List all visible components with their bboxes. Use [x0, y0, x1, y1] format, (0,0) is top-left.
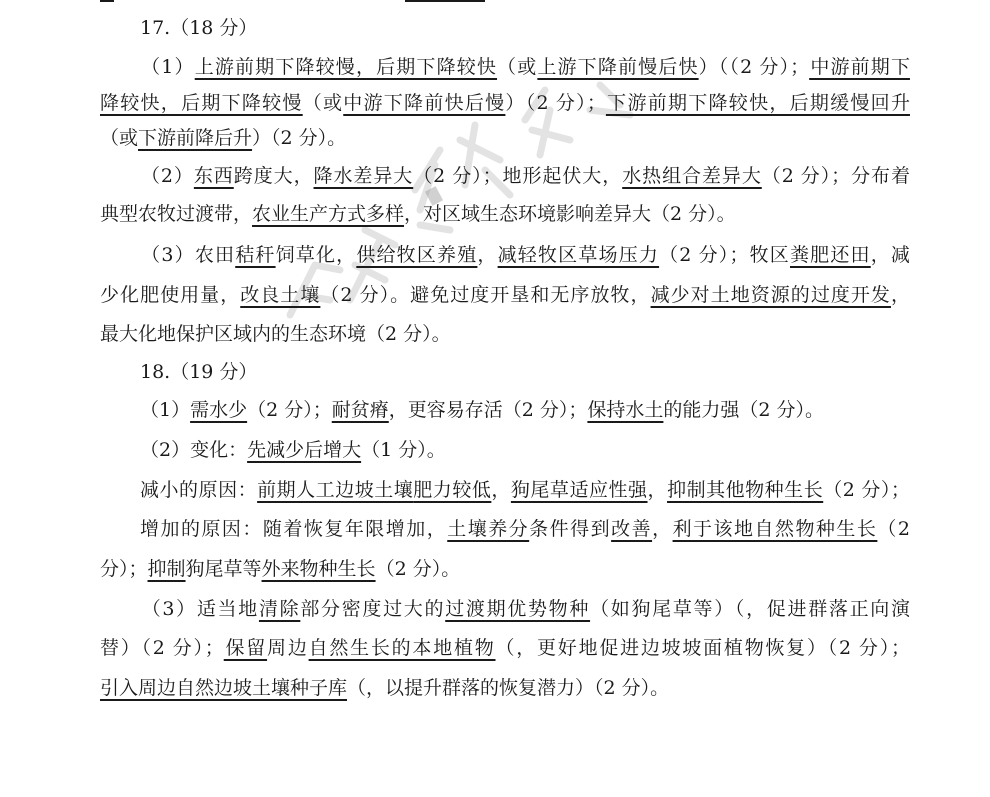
q17-part1-line3: （或下游前降后升）（2 分）。	[100, 127, 347, 149]
q18-part2-line4: 分）；抑制狗尾草等外来物种生长（2 分）。	[100, 558, 461, 580]
top-rule-fragment-left	[100, 0, 114, 2]
q18-part3-line1: （3）适当地清除部分密度过大的过渡期优势物种（如狗尾草等）（，促进群落正向演	[140, 598, 910, 620]
q17-part3-line3: 最大化地保护区域内的生态环境（2 分）。	[100, 323, 451, 345]
q17-heading: 17.（18 分）	[140, 17, 258, 39]
q18-part3-line2: 替）（2 分）；保留周边自然生长的本地植物（，更好地促进边坡坡面植物恢复）（2 分）；	[100, 637, 910, 659]
q17-part1-line1: （1）上游前期下降较慢，后期下降较快（或上游下降前慢后快）（（2 分）；中游前期下	[140, 56, 910, 78]
q18-part2-line1: （2）变化：先减少后增大（1 分）。	[140, 439, 446, 461]
q17-part3-line1: （3）农田秸秆饲草化，供给牧区养殖，减轻牧区草场压力（2 分）；牧区粪肥还田，减	[140, 244, 910, 266]
q18-part1-line1: （1）需水少（2 分）；耐贫瘠，更容易存活（2 分）；保持水土的能力强（2 分）。	[140, 399, 825, 421]
q17-part2-line1: （2）东西跨度大，降水差异大（2 分）；地形起伏大，水热组合差异大（2 分）；分布着	[140, 165, 910, 187]
top-rule-fragment-right	[405, 0, 485, 2]
q18-part2-line3: 增加的原因：随着恢复年限增加，土壤养分条件得到改善，利于该地自然物种生长（2	[140, 518, 910, 540]
q17-part1-line2: 降较快，后期下降较慢（或中游下降前快后慢）（2 分）；下游前期下降较快，后期缓慢回升	[100, 92, 910, 114]
q18-part3-line3: 引入周边自然边坡土壤种子库（，以提升群落的恢复潜力）（2 分）。	[100, 677, 670, 699]
q17-part3-line2: 少化肥使用量，改良土壤（2 分）。避免过度开垦和无序放牧，减少对土地资源的过度开发，	[100, 284, 910, 306]
q17-part2-line2: 典型农牧过渡带，农业生产方式多样，对区域生态环境影响差异大（2 分）。	[100, 203, 736, 225]
q18-heading: 18.（19 分）	[140, 361, 258, 383]
q18-part2-line2: 减小的原因：前期人工边坡土壤肥力较低，狗尾草适应性强，抑制其他物种生长（2 分）；	[140, 479, 910, 501]
